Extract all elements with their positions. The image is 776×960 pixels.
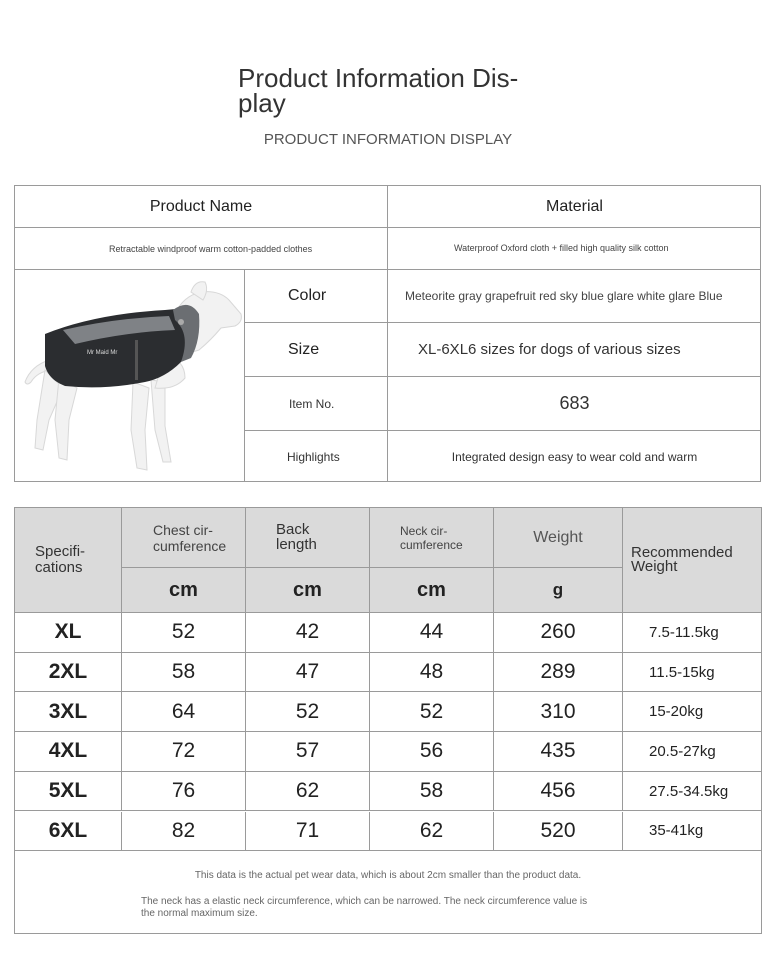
dog-coat-image xyxy=(15,270,244,482)
size-cell-rec: 7.5-11.5kg xyxy=(623,613,761,653)
size-value: XL-6XL6 sizes for dogs of various sizes xyxy=(388,323,761,377)
page-title: Product Information Dis- play xyxy=(238,63,519,118)
size-cell-size: XL xyxy=(15,613,122,653)
item-no-label: Item No. xyxy=(245,377,388,431)
header-chest: Chest cir- cumference xyxy=(122,508,246,568)
page-subtitle: PRODUCT INFORMATION DISPLAY xyxy=(263,131,513,148)
size-cell-rec: 11.5-15kg xyxy=(623,653,761,693)
item-no-value: 683 xyxy=(388,377,761,431)
size-chart-table xyxy=(14,507,762,934)
size-cell-chest: 72 xyxy=(122,732,246,772)
color-label: Color xyxy=(245,270,388,323)
size-cell-neck: 62 xyxy=(370,812,494,852)
product-name-value: Retractable windproof warm cotton-padded clothes xyxy=(15,228,388,270)
product-photo xyxy=(15,270,245,482)
size-cell-back: 71 xyxy=(246,812,370,852)
highlights-value: Integrated design easy to wear cold and warm xyxy=(451,449,698,464)
header-neck: Neck cir- cumference xyxy=(370,508,494,568)
size-cell-rec: 27.5-34.5kg xyxy=(623,772,761,812)
size-cell-size: 2XL xyxy=(15,653,122,693)
size-cell-weight: 520 xyxy=(494,812,623,852)
size-cell-back: 62 xyxy=(246,772,370,812)
size-cell-rec: 35-41kg xyxy=(623,812,761,852)
size-cell-neck: 44 xyxy=(370,613,494,653)
size-cell-neck: 56 xyxy=(370,732,494,772)
header-recommended: Recommended Weight xyxy=(623,508,761,613)
size-cell-weight: 435 xyxy=(494,732,623,772)
size-cell-weight: 310 xyxy=(494,692,623,732)
size-cell-size: 5XL xyxy=(15,772,122,812)
size-cell-chest: 52 xyxy=(122,613,246,653)
header-weight: Weight xyxy=(494,508,623,568)
size-cell-neck: 48 xyxy=(370,653,494,693)
size-cell-chest: 58 xyxy=(122,653,246,693)
size-cell-back: 52 xyxy=(246,692,370,732)
size-cell-size: 3XL xyxy=(15,692,122,732)
color-value: Meteorite gray grapefruit red sky blue glare white glare Blue xyxy=(388,270,761,323)
size-label: Size xyxy=(245,323,388,377)
coat-logo-text: Mr Maid Mr xyxy=(87,350,118,356)
size-cell-size: 6XL xyxy=(15,812,122,852)
size-cell-weight: 289 xyxy=(494,653,623,693)
size-cell-back: 47 xyxy=(246,653,370,693)
size-cell-rec: 20.5-27kg xyxy=(623,732,761,772)
note-actual-data: This data is the actual pet wear data, which is about 2cm smaller than the product data. xyxy=(194,870,582,881)
unit-neck: cm xyxy=(370,568,494,613)
size-cell-chest: 82 xyxy=(122,812,246,852)
material-header: Material xyxy=(388,186,761,228)
unit-back: cm xyxy=(246,568,370,613)
size-cell-neck: 58 xyxy=(370,772,494,812)
product-info-table xyxy=(14,185,761,482)
material-value: Waterproof Oxford cloth + filled high quality silk cotton xyxy=(388,228,761,270)
header-spec: Specifi- cations xyxy=(15,508,122,613)
unit-chest: cm xyxy=(122,568,246,613)
size-cell-chest: 64 xyxy=(122,692,246,732)
unit-weight: g xyxy=(494,568,623,613)
highlights-label: Highlights xyxy=(245,431,388,482)
size-cell-back: 57 xyxy=(246,732,370,772)
note-neck-elastic: The neck has a elastic neck circumference, which can be narrowed. The neck circumference value is the normal maximum size. xyxy=(141,896,588,919)
size-cell-back: 42 xyxy=(246,613,370,653)
size-cell-size: 4XL xyxy=(15,732,122,772)
size-cell-neck: 52 xyxy=(370,692,494,732)
size-cell-weight: 456 xyxy=(494,772,623,812)
header-back: Back length xyxy=(246,508,370,568)
size-cell-weight: 260 xyxy=(494,613,623,653)
size-cell-chest: 76 xyxy=(122,772,246,812)
product-name-header: Product Name xyxy=(15,186,388,228)
size-cell-rec: 15-20kg xyxy=(623,692,761,732)
